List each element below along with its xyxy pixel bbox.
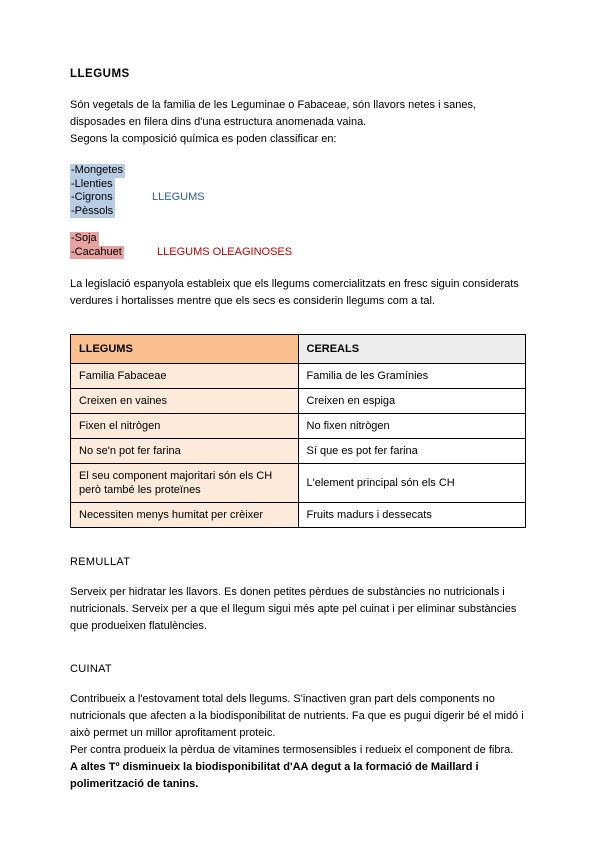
list-item-cacahuet: -Cacahuet	[71, 245, 122, 258]
table-cell: L'element principal són els CH	[298, 464, 526, 503]
table-header-llegums: LLEGUMS	[71, 335, 299, 364]
page-title: LLEGUMS	[70, 68, 130, 80]
list-item-llenties: -Llenties	[71, 177, 113, 190]
table-cell: Fixen el nitrògen	[71, 414, 299, 439]
list-row	[70, 164, 528, 178]
remullat-heading: REMULLAT	[70, 556, 131, 568]
table-row	[71, 414, 526, 439]
intro-definition: Són vegetals de la familia de les Leguminae o Fabaceae, són llavors netes i sanes, disposades en filera dins d'una estructura anomenada vaina.	[70, 99, 477, 128]
list-row	[70, 178, 528, 192]
llegums-group-label: LLEGUMS	[152, 191, 205, 203]
table-cell: Necessiten menys humitat per crèixer	[71, 503, 299, 528]
cuinat-body-maillard-warning: A altes Tº disminueix la biodisponibilitat d'AA degut a la formació de Maillard i polimerització de tanins.	[70, 761, 479, 790]
cuinat-heading: CUINAT	[70, 663, 112, 675]
list-item-soja: -Soja	[71, 232, 97, 244]
table-row	[71, 503, 526, 528]
table-cell: Familia Fabaceae	[71, 364, 299, 389]
table-header-row	[71, 335, 526, 364]
table-cell: Familia de les Gramínies	[298, 364, 526, 389]
list-item-pessols: -Pèssols	[71, 204, 114, 217]
table-cell: El seu component majoritari són els CH però també les proteïnes	[71, 464, 299, 503]
table-row	[71, 439, 526, 464]
llegums-cereals-comparison-table	[70, 334, 526, 528]
llegums-oleaginoses-group-label: LLEGUMS OLEAGINOSES	[157, 245, 293, 258]
intro-paragraph	[70, 97, 528, 148]
table-row	[71, 364, 526, 389]
list-row	[70, 246, 528, 260]
list-item-cigrons: -Cigrons	[71, 191, 113, 203]
intro-classification-lead: Segons la composició química es poden classificar en:	[70, 133, 337, 145]
table-cell: No fixen nitrògen	[298, 414, 526, 439]
legislation-paragraph: La legislació espanyola estableix que els llegums comercialitzats en fresc siguin considerats verdures i hortalisses mentre que els secs es considerin llegums com a tal.	[70, 278, 519, 307]
cuinat-body-main: Contribueix a l'estovament total dels llegums. S'inactiven gran part dels components no nutricionals que afecten a la biodisponibilitat de nutrients. Fa que es pugui digerir bé el midó i això permet un millor aprofitament proteic.	[70, 693, 524, 739]
red-classification-list	[70, 232, 528, 259]
table-header-cereals: CEREALS	[298, 335, 526, 364]
table-cell: Sí que es pot fer farina	[298, 439, 526, 464]
table-row	[71, 389, 526, 414]
table-row	[71, 464, 526, 503]
table-cell: Creixen en vaines	[71, 389, 299, 414]
blue-classification-list	[70, 164, 528, 218]
list-row	[70, 191, 528, 205]
remullat-paragraph: Serveix per hidratar les llavors. Es donen petites pèrdues de substàncies no nutricionals i nutricionals. Serveix per a que el llegum sigui més apte pel cuinat i per eliminar substàncies que produeixen flatulències.	[70, 586, 517, 632]
spacer	[70, 218, 528, 232]
cuinat-paragraph	[70, 691, 528, 793]
list-item-mongetes: -Mongetes	[71, 164, 123, 176]
list-row	[70, 232, 528, 246]
table-cell: No se'n pot fer farina	[71, 439, 299, 464]
list-row	[70, 205, 528, 219]
cuinat-body-drawbacks: Per contra produeix la pèrdua de vitamines termosensibles i redueix el component de fibra.	[70, 744, 514, 756]
table-cell: Fruits madurs i dessecats	[298, 503, 526, 528]
table-cell: Creixen en espiga	[298, 389, 526, 414]
